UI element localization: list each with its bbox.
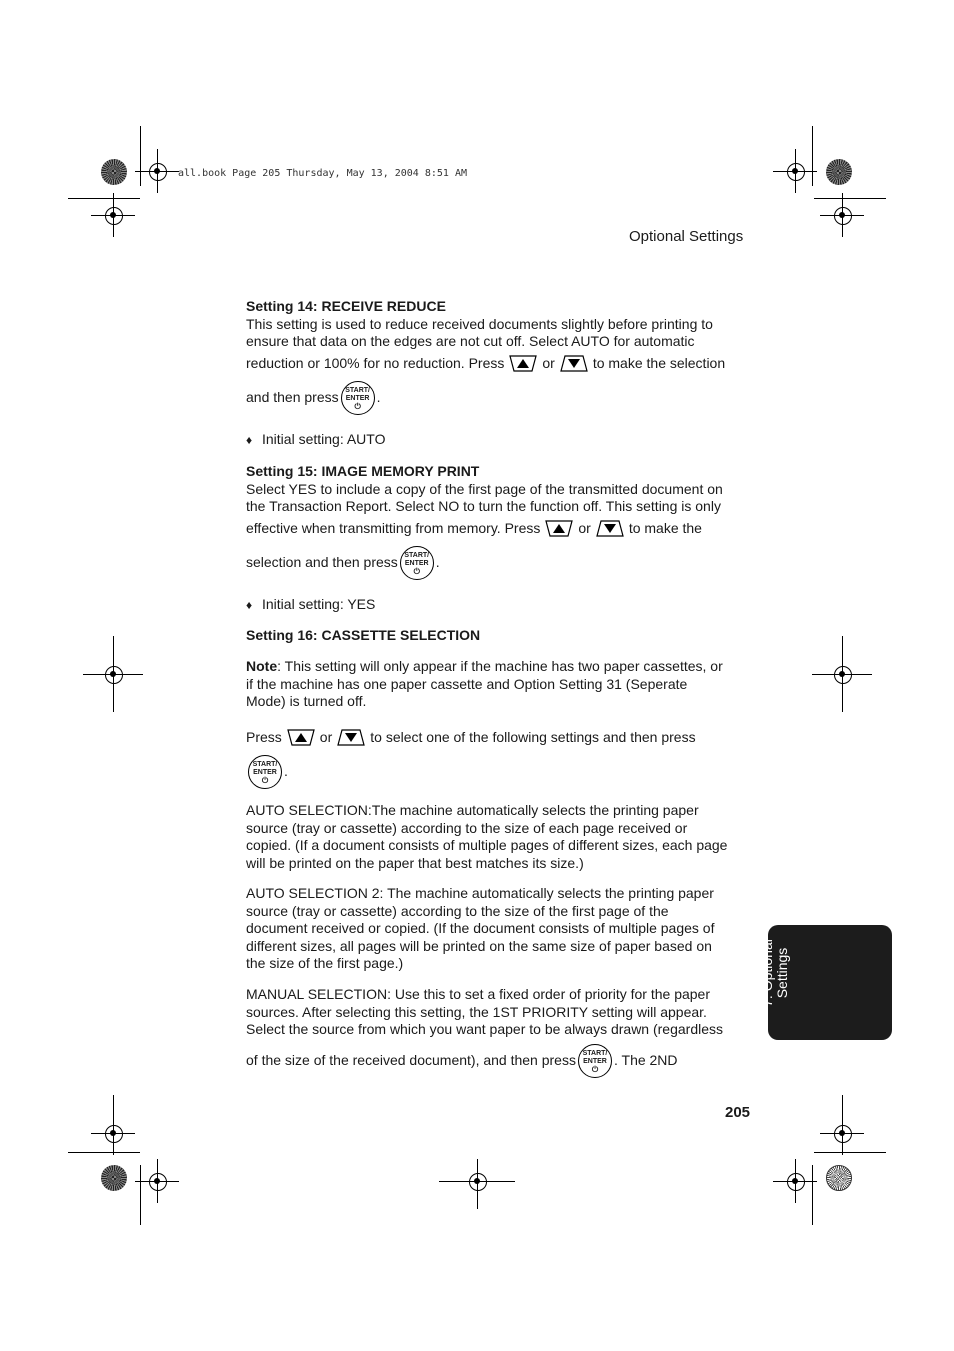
registration-starburst-icon bbox=[101, 159, 127, 185]
down-arrow-key-icon bbox=[559, 355, 589, 372]
body-text: selection and then press bbox=[246, 554, 398, 571]
body-text: effective when transmitting from memory. Press bbox=[246, 520, 541, 536]
setting-16-start-line: START/ ENTER ⏻ . bbox=[246, 755, 746, 789]
registration-starburst-icon bbox=[826, 159, 852, 185]
body-text: copied. (If a document consists of multiple pages of different sizes, each page bbox=[246, 837, 728, 853]
body-text: . The 2ND bbox=[613, 1052, 678, 1069]
setting-16-heading-block bbox=[246, 627, 746, 645]
body-text: document received or copied. (If the document consists of multiple pages of bbox=[246, 920, 715, 936]
note-text: Mode) is turned off. bbox=[246, 693, 367, 709]
initial-setting: Initial setting: AUTO bbox=[262, 431, 386, 447]
running-header: Optional Settings bbox=[629, 228, 744, 245]
registration-starburst-icon bbox=[101, 1165, 127, 1191]
body-text: to select one of the following settings and then press bbox=[370, 729, 696, 745]
body-text: to make the bbox=[628, 520, 702, 536]
setting-16-note bbox=[246, 658, 746, 711]
body-text: AUTO SELECTION:The machine automatically selects the printing paper bbox=[246, 802, 699, 818]
body-text: will be printed on the paper that best matches its size.) bbox=[246, 854, 584, 871]
setting-15-heading: Setting 15: IMAGE MEMORY PRINT bbox=[246, 463, 480, 479]
auto-selection-paragraph bbox=[246, 802, 746, 872]
diamond-bullet-icon: ♦ bbox=[246, 598, 253, 612]
setting-14-section bbox=[246, 298, 746, 351]
setting-15-start-line: selection and then press START/ ENTER ⏻ . bbox=[246, 546, 746, 580]
body-text: source (tray or cassette) according to the size of the first page of the bbox=[246, 902, 669, 919]
setting-15-initial bbox=[246, 596, 746, 615]
body-text: the Transaction Report. Select NO to turn the function off. This setting is only bbox=[246, 498, 721, 514]
body-text: reduction or 100% for no reduction. Press bbox=[246, 355, 505, 371]
setting-15-section bbox=[246, 463, 746, 516]
body-text: Press bbox=[246, 729, 282, 745]
body-text: Select YES to include a copy of the first page of the transmitted document on bbox=[246, 480, 723, 497]
down-arrow-key-icon bbox=[595, 520, 625, 537]
start-enter-key-icon: START/ ENTER ⏻ bbox=[248, 755, 282, 789]
body-text: or bbox=[542, 355, 555, 371]
body-text: ensure that data on the edges are not cut off. Select AUTO for automatic bbox=[246, 333, 695, 349]
body-text: and then press bbox=[246, 389, 339, 406]
start-enter-key-icon: START/ ENTER ⏻ bbox=[578, 1044, 612, 1078]
body-text: Select the source from which you want paper to be always drawn (regardless bbox=[246, 1021, 724, 1037]
page-number: 205 bbox=[725, 1104, 751, 1121]
body-text: or bbox=[319, 729, 333, 745]
manual-selection-last-line bbox=[246, 1044, 746, 1078]
setting-16-heading: Setting 16: CASSETTE SELECTION bbox=[246, 627, 481, 643]
body-text: the size of the first page.) bbox=[246, 955, 404, 971]
setting-15-keyline bbox=[246, 520, 746, 538]
start-enter-key-icon: START/ ENTER ⏻ bbox=[400, 546, 434, 580]
body-text: source (tray or cassette) according to the size of each page received or bbox=[246, 819, 688, 836]
up-arrow-key-icon bbox=[508, 355, 538, 372]
registration-starburst-icon bbox=[826, 1165, 852, 1191]
up-arrow-key-icon bbox=[286, 729, 316, 746]
setting-14-keyline bbox=[246, 355, 746, 373]
note-label: Note bbox=[246, 658, 278, 674]
manual-selection-paragraph bbox=[246, 986, 746, 1039]
auto-selection-2-paragraph bbox=[246, 885, 746, 973]
chapter-thumb-tab-label: 7. Optional Settings bbox=[759, 939, 790, 1007]
note-text: : This setting will only appear if the machine has two paper cassettes, or bbox=[277, 658, 723, 674]
diamond-bullet-icon: ♦ bbox=[246, 433, 253, 447]
body-text: MANUAL SELECTION: Use this to set a fixed order of priority for the paper bbox=[246, 986, 710, 1002]
body-text: to make the selection bbox=[592, 355, 726, 371]
down-arrow-key-icon bbox=[336, 729, 366, 746]
up-arrow-key-icon bbox=[544, 520, 574, 537]
setting-14-start-line: and then press START/ ENTER ⏻ . bbox=[246, 381, 746, 415]
note-text: if the machine has one paper cassette and Option Setting 31 (Seperate bbox=[246, 675, 688, 692]
setting-16-keyline bbox=[246, 729, 746, 747]
body-text: sources. After selecting this setting, the 1ST PRIORITY setting will appear. bbox=[246, 1003, 707, 1020]
body-text: of the size of the received document), and then press bbox=[246, 1052, 576, 1069]
body-text: AUTO SELECTION 2: The machine automatically selects the printing paper bbox=[246, 885, 714, 901]
initial-setting: Initial setting: YES bbox=[262, 596, 376, 612]
body-text: or bbox=[578, 520, 591, 536]
setting-14-initial bbox=[246, 431, 746, 450]
start-enter-key-icon: START/ ENTER ⏻ bbox=[341, 381, 375, 415]
setting-14-heading: Setting 14: RECEIVE REDUCE bbox=[246, 298, 446, 314]
body-text: This setting is used to reduce received documents slightly before printing to bbox=[246, 315, 713, 332]
print-slug: all.book Page 205 Thursday, May 13, 2004 8:51 AM bbox=[178, 168, 467, 179]
body-text: different sizes, all pages will be printed on the same size of paper based on bbox=[246, 937, 712, 954]
